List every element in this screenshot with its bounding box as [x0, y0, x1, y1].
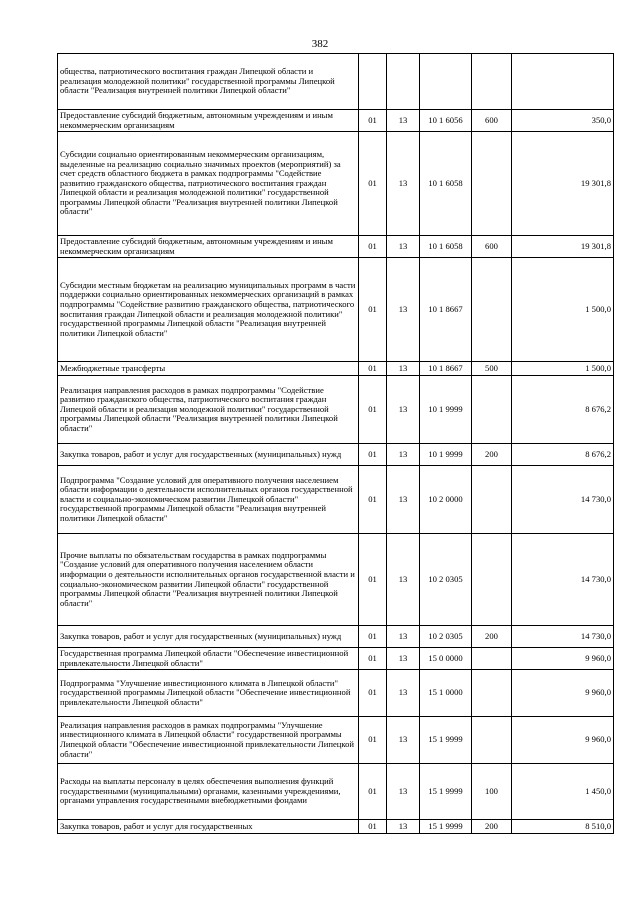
row-expense-type-cell	[472, 648, 512, 670]
row-article-cell: 15 1 0000	[420, 670, 472, 717]
table-row	[58, 764, 614, 820]
row-amount-cell: 19 301,8	[512, 236, 614, 258]
row-article-cell: 15 1 9999	[420, 717, 472, 764]
row-section-cell: 01	[359, 444, 387, 466]
row-article-cell	[420, 54, 472, 110]
row-subsection-cell: 13	[387, 236, 420, 258]
row-name-cell: Реализация направления расходов в рамках подпрограммы "Содействие развитию гражданского общества, патриотического воспитания граждан Липецкой области и реализация молодежной политики" государственной программы Липецкой области "Реализация внутренней политики Липецкой области"	[58, 376, 359, 444]
page-number: 382	[311, 38, 329, 50]
row-subsection-cell: 13	[387, 534, 420, 626]
row-expense-type-cell	[472, 258, 512, 362]
row-subsection-cell: 13	[387, 820, 420, 834]
row-amount-cell: 14 730,0	[512, 534, 614, 626]
row-subsection-cell: 13	[387, 717, 420, 764]
row-section-cell: 01	[359, 670, 387, 717]
row-amount-cell: 1 500,0	[512, 258, 614, 362]
row-name-cell: Предоставление субсидий бюджетным, автономным учреждениям и иным некоммерческим организациям	[58, 236, 359, 258]
row-expense-type-cell: 100	[472, 764, 512, 820]
row-subsection-cell: 13	[387, 362, 420, 376]
row-amount-cell: 8 676,2	[512, 376, 614, 444]
row-amount-cell: 9 960,0	[512, 717, 614, 764]
row-article-cell: 10 2 0305	[420, 534, 472, 626]
table-row	[58, 444, 614, 466]
table-row	[58, 534, 614, 626]
row-subsection-cell: 13	[387, 258, 420, 362]
row-amount-cell: 350,0	[512, 110, 614, 132]
row-name-cell: Закупка товаров, работ и услуг для государственных (муниципальных) нужд	[58, 626, 359, 648]
row-article-cell: 10 1 6058	[420, 236, 472, 258]
row-name-cell: Государственная программа Липецкой области "Обеспечение инвестиционной привлекательности Липецкой области"	[58, 648, 359, 670]
row-section-cell: 01	[359, 764, 387, 820]
table-row	[58, 132, 614, 236]
row-name-cell: Субсидии местным бюджетам на реализацию муниципальных программ в части поддержки социально ориентированных некоммерческих организаций в рамках подпрограммы "Содействие развитию гражданского общества, патриотического воспитания граждан Липецкой области и реализация молодежной политики" государственной программы Липецкой области "Реализация внутренней политики Липецкой области"	[58, 258, 359, 362]
table-row	[58, 236, 614, 258]
row-subsection-cell	[387, 54, 420, 110]
row-section-cell: 01	[359, 534, 387, 626]
row-article-cell: 10 1 9999	[420, 444, 472, 466]
row-article-cell: 10 1 9999	[420, 376, 472, 444]
row-article-cell: 15 1 9999	[420, 820, 472, 834]
row-amount-cell: 19 301,8	[512, 132, 614, 236]
table-row	[58, 376, 614, 444]
row-expense-type-cell: 200	[472, 626, 512, 648]
row-expense-type-cell	[472, 717, 512, 764]
row-subsection-cell: 13	[387, 110, 420, 132]
row-amount-cell: 8 510,0	[512, 820, 614, 834]
table-row	[58, 258, 614, 362]
row-amount-cell: 14 730,0	[512, 466, 614, 534]
row-subsection-cell: 13	[387, 466, 420, 534]
row-section-cell: 01	[359, 258, 387, 362]
row-amount-cell: 8 676,2	[512, 444, 614, 466]
row-name-cell: Прочие выплаты по обязательствам государства в рамках подпрограммы "Создание условий для оперативного получения населением области информации о деятельности исполнительных органов государственной власти и социально-экономическом развитии Липецкой области" государственной программы Липецкой области "Реализация внутренней политики Липецкой области"	[58, 534, 359, 626]
row-subsection-cell: 13	[387, 670, 420, 717]
row-subsection-cell: 13	[387, 626, 420, 648]
row-expense-type-cell	[472, 376, 512, 444]
row-expense-type-cell	[472, 132, 512, 236]
row-subsection-cell: 13	[387, 376, 420, 444]
table-row	[58, 466, 614, 534]
row-subsection-cell: 13	[387, 444, 420, 466]
budget-table	[57, 53, 614, 834]
row-expense-type-cell: 200	[472, 820, 512, 834]
row-section-cell: 01	[359, 110, 387, 132]
row-expense-type-cell: 600	[472, 110, 512, 132]
row-amount-cell: 14 730,0	[512, 626, 614, 648]
row-article-cell: 10 2 0000	[420, 466, 472, 534]
row-name-cell: Предоставление субсидий бюджетным, автономным учреждениям и иным некоммерческим организациям	[58, 110, 359, 132]
row-expense-type-cell: 500	[472, 362, 512, 376]
row-article-cell: 15 1 9999	[420, 764, 472, 820]
row-amount-cell: 1 500,0	[512, 362, 614, 376]
row-section-cell: 01	[359, 820, 387, 834]
row-amount-cell: 9 960,0	[512, 648, 614, 670]
row-amount-cell: 1 450,0	[512, 764, 614, 820]
row-name-cell: Межбюджетные трансферты	[58, 362, 359, 376]
row-amount-cell: 9 960,0	[512, 670, 614, 717]
row-subsection-cell: 13	[387, 132, 420, 236]
row-section-cell	[359, 54, 387, 110]
table-row	[58, 670, 614, 717]
row-section-cell: 01	[359, 626, 387, 648]
table-row	[58, 648, 614, 670]
row-name-cell: Подпрограмма "Улучшение инвестиционного климата в Липецкой области" государственной программы Липецкой области "Обеспечение инвестиционной привлекательности Липецкой области"	[58, 670, 359, 717]
row-expense-type-cell	[472, 534, 512, 626]
row-article-cell: 10 1 6058	[420, 132, 472, 236]
row-section-cell: 01	[359, 466, 387, 534]
row-expense-type-cell: 200	[472, 444, 512, 466]
table-row	[58, 820, 614, 834]
row-section-cell: 01	[359, 132, 387, 236]
table-row	[58, 362, 614, 376]
budget-table-body	[58, 54, 614, 834]
row-name-cell: Реализация направления расходов в рамках подпрограммы "Улучшение инвестиционного климата в Липецкой области" государственной программы Липецкой области "Обеспечение инвестиционной привлекательности Липецкой области"	[58, 717, 359, 764]
row-article-cell: 10 1 6056	[420, 110, 472, 132]
row-article-cell: 10 1 8667	[420, 258, 472, 362]
row-expense-type-cell	[472, 670, 512, 717]
row-expense-type-cell	[472, 54, 512, 110]
row-section-cell: 01	[359, 362, 387, 376]
row-section-cell: 01	[359, 717, 387, 764]
row-article-cell: 10 2 0305	[420, 626, 472, 648]
row-name-cell: общества, патриотического воспитания граждан Липецкой области и реализация молодежной политики" государственной программы Липецкой области "Реализация внутренней политики Липецкой области"	[58, 54, 359, 110]
table-row	[58, 110, 614, 132]
row-section-cell: 01	[359, 376, 387, 444]
row-subsection-cell: 13	[387, 648, 420, 670]
table-row	[58, 626, 614, 648]
row-article-cell: 10 1 8667	[420, 362, 472, 376]
row-name-cell: Расходы на выплаты персоналу в целях обеспечения выполнения функций государственными (муниципальными) органами, казенными учреждениями, органами управления государственными внебюджетными фондами	[58, 764, 359, 820]
row-name-cell: Подпрограмма "Создание условий для оперативного получения населением области информации о деятельности исполнительных органов государственной власти и социально-экономическом развитии Липецкой области" государственной программы Липецкой области "Реализация внутренней политики Липецкой области"	[58, 466, 359, 534]
row-subsection-cell: 13	[387, 764, 420, 820]
table-row	[58, 717, 614, 764]
row-section-cell: 01	[359, 236, 387, 258]
row-name-cell: Закупка товаров, работ и услуг для государственных	[58, 820, 359, 834]
row-expense-type-cell: 600	[472, 236, 512, 258]
row-amount-cell	[512, 54, 614, 110]
row-article-cell: 15 0 0000	[420, 648, 472, 670]
row-name-cell: Субсидии социально ориентированным некоммерческим организациям, выделенные на реализацию социально значимых проектов (мероприятий) за счет средств областного бюджета в рамках подпрограммы "Содействие развитию гражданского общества, патриотического воспитания граждан Липецкой области и реализация молодежной политики" государственной программы Липецкой области "Реализация внутренней политики Липецкой области"	[58, 132, 359, 236]
row-name-cell: Закупка товаров, работ и услуг для государственных (муниципальных) нужд	[58, 444, 359, 466]
row-expense-type-cell	[472, 466, 512, 534]
row-section-cell: 01	[359, 648, 387, 670]
table-row	[58, 54, 614, 110]
